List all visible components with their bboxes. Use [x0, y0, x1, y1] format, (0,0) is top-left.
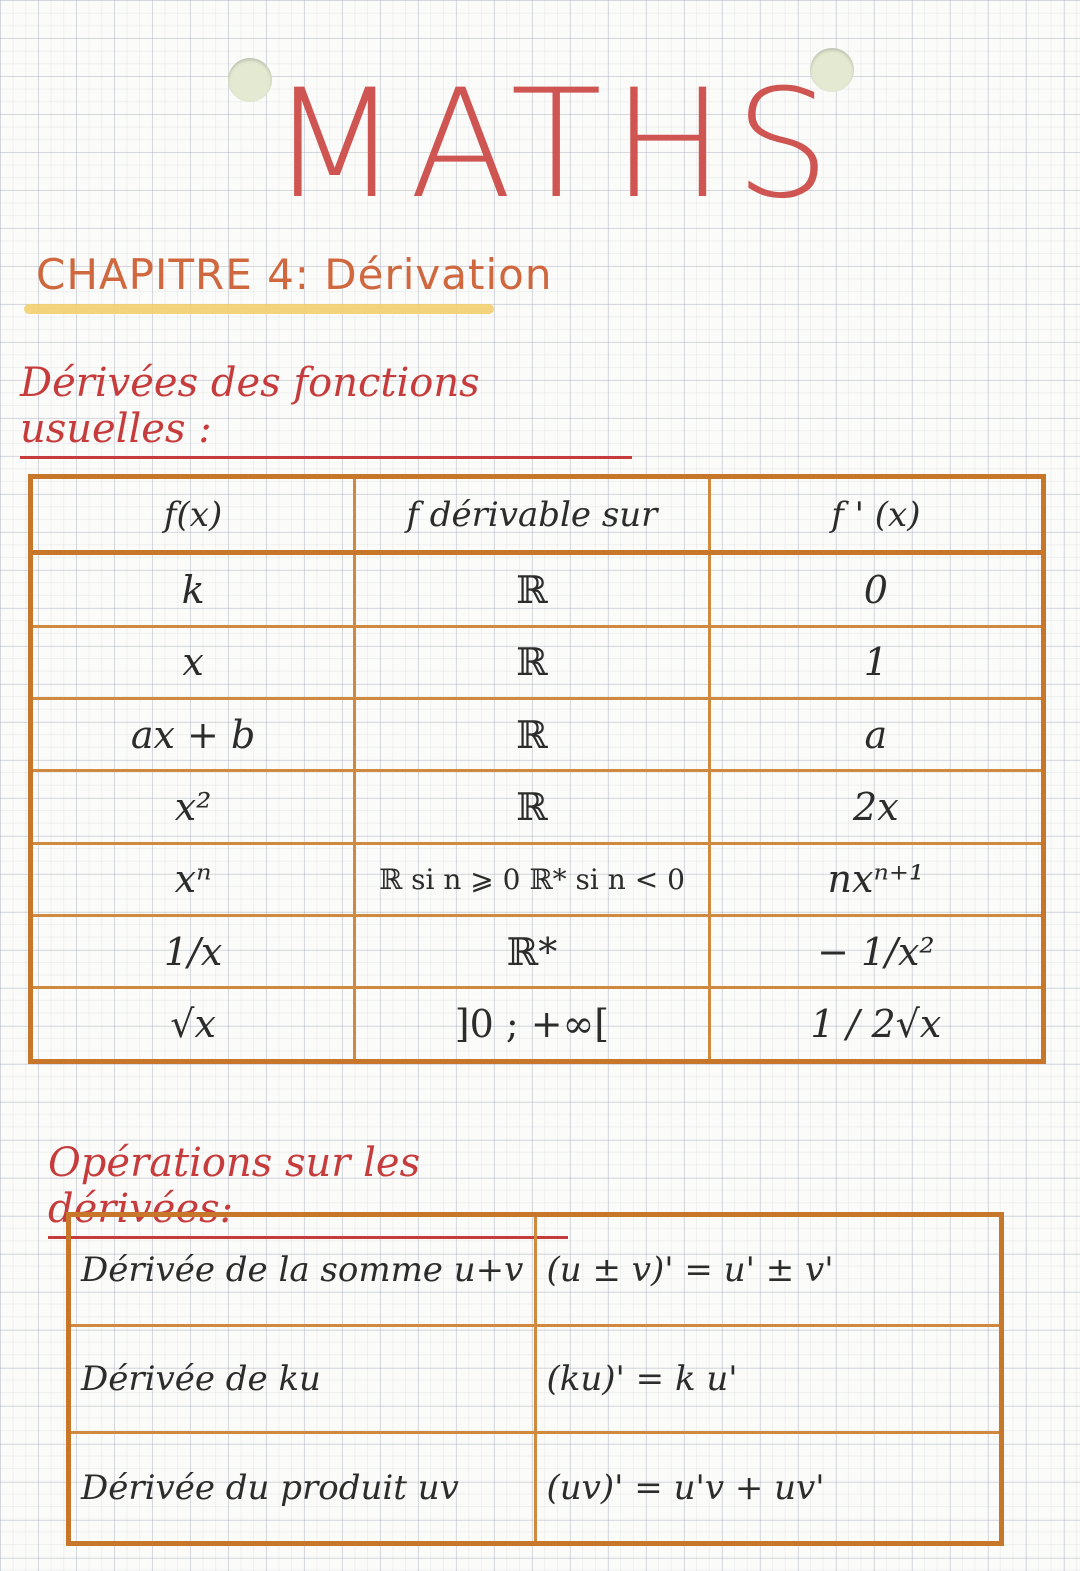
function-cell: √x: [31, 988, 355, 1062]
derivative-cell: a: [709, 699, 1043, 771]
function-cell: 1/x: [31, 915, 355, 987]
derivative-cell: − 1/x²: [709, 915, 1043, 987]
chapter-highlight: [24, 304, 494, 314]
table-row: [31, 626, 1044, 698]
table-row: [31, 771, 1044, 843]
domain-cell: ℝ: [355, 699, 710, 771]
function-cell: xⁿ: [31, 843, 355, 915]
domain-cell: ]0 ; +∞[: [355, 988, 710, 1062]
domain-cell: ℝ: [355, 553, 710, 627]
operations-table: [66, 1212, 1004, 1546]
page-title: MATHS: [270, 58, 841, 232]
table-row: [31, 843, 1044, 915]
binder-hole-left: [228, 58, 272, 102]
domain-cell: ℝ: [355, 626, 710, 698]
derivatives-table: [28, 474, 1046, 1064]
derivative-cell: 1 / 2√x: [709, 988, 1043, 1062]
derivative-cell: 2x: [709, 771, 1043, 843]
chapter-title: CHAPITRE 4: Dérivation: [36, 250, 553, 299]
table-row: [31, 988, 1044, 1062]
operation-label: Dérivée de ku: [69, 1325, 536, 1433]
section-heading-operations: Opérations sur les dérivées:: [48, 1140, 568, 1239]
section-heading-derivatives: Dérivées des fonctions usuelles :: [20, 360, 632, 459]
table-row: [69, 1215, 1002, 1326]
table-header-row: [31, 477, 1044, 553]
function-cell: x²: [31, 771, 355, 843]
table-row: [31, 553, 1044, 627]
column-header: f dérivable sur: [355, 477, 710, 553]
column-header: f(x): [31, 477, 355, 553]
function-cell: x: [31, 626, 355, 698]
function-cell: k: [31, 553, 355, 627]
operation-formula: (ku)' = k u': [535, 1325, 1002, 1433]
table-row: [69, 1325, 1002, 1433]
domain-cell: ℝ si n ⩾ 0 ℝ* si n < 0: [355, 843, 710, 915]
operation-formula: (uv)' = u'v + uv': [535, 1433, 1002, 1544]
table-row: [31, 699, 1044, 771]
column-header: f ' (x): [709, 477, 1043, 553]
operation-formula: (u ± v)' = u' ± v': [535, 1215, 1002, 1326]
domain-cell: ℝ: [355, 771, 710, 843]
derivative-cell: nxⁿ⁺¹: [709, 843, 1043, 915]
operation-label: Dérivée du produit uv: [69, 1433, 536, 1544]
derivative-cell: 0: [709, 553, 1043, 627]
derivative-cell: 1: [709, 626, 1043, 698]
domain-cell: ℝ*: [355, 915, 710, 987]
operation-label: Dérivée de la somme u+v: [69, 1215, 536, 1326]
function-cell: ax + b: [31, 699, 355, 771]
table-row: [69, 1433, 1002, 1544]
table-row: [31, 915, 1044, 987]
